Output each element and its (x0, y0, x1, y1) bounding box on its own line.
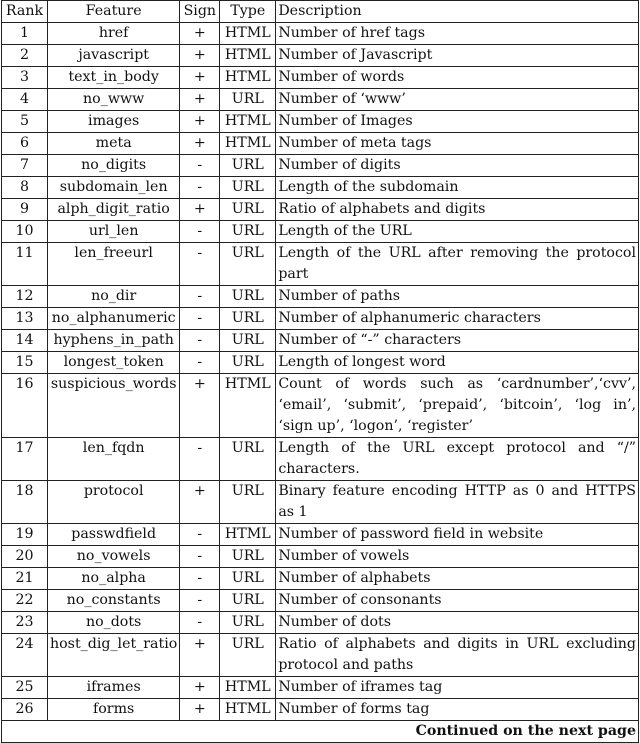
type-cell: URL (220, 243, 276, 286)
description-cell: Number of ‘www’ (276, 89, 639, 111)
feature-cell: passwdfield (48, 524, 180, 546)
rank-cell: 18 (2, 481, 48, 524)
feature-cell: longest_token (48, 352, 180, 374)
description-cell: Number of alphanumeric characters (276, 308, 639, 330)
rank-cell: 23 (2, 612, 48, 634)
sign-cell: + (180, 111, 220, 133)
sign-cell: + (180, 699, 220, 721)
sign-cell: - (180, 286, 220, 308)
type-cell: URL (220, 89, 276, 111)
rank-cell: 17 (2, 438, 48, 481)
description-cell: Ratio of alphabets and digits (276, 199, 639, 221)
description-cell: Number of Javascript (276, 45, 639, 67)
rank-cell: 20 (2, 546, 48, 568)
sign-cell: - (180, 221, 220, 243)
rank-cell: 11 (2, 243, 48, 286)
sign-cell: - (180, 308, 220, 330)
feature-cell: no_dots (48, 612, 180, 634)
type-cell: HTML (220, 111, 276, 133)
feature-cell: iframes (48, 677, 180, 699)
feature-cell: images (48, 111, 180, 133)
description-cell: Number of digits (276, 155, 639, 177)
sign-cell: - (180, 524, 220, 546)
header-sign: Sign (180, 1, 220, 23)
type-cell: URL (220, 568, 276, 590)
rank-cell: 1 (2, 23, 48, 45)
description-cell: Length of the URL after removing the protocol part (276, 243, 639, 286)
rank-cell: 24 (2, 634, 48, 677)
rank-cell: 16 (2, 374, 48, 438)
sign-cell: + (180, 45, 220, 67)
rank-cell: 25 (2, 677, 48, 699)
table-row (2, 243, 639, 286)
sign-cell: + (180, 677, 220, 699)
type-cell: URL (220, 590, 276, 612)
table-row (2, 177, 639, 199)
type-cell: URL (220, 612, 276, 634)
table-row (2, 634, 639, 677)
rank-cell: 14 (2, 330, 48, 352)
rank-cell: 7 (2, 155, 48, 177)
rank-cell: 8 (2, 177, 48, 199)
header-type: Type (220, 1, 276, 23)
sign-cell: + (180, 199, 220, 221)
type-cell: URL (220, 221, 276, 243)
rank-cell: 2 (2, 45, 48, 67)
feature-cell: no_constants (48, 590, 180, 612)
feature-cell: href (48, 23, 180, 45)
feature-cell: suspicious_words (48, 374, 180, 438)
feature-cell: len_fqdn (48, 438, 180, 481)
type-cell: URL (220, 177, 276, 199)
table-row (2, 199, 639, 221)
description-cell: Length of the URL except protocol and “/” characters. (276, 438, 639, 481)
type-cell: URL (220, 352, 276, 374)
sign-cell: - (180, 177, 220, 199)
sign-cell: - (180, 438, 220, 481)
rank-cell: 6 (2, 133, 48, 155)
type-cell: URL (220, 155, 276, 177)
feature-cell: host_dig_let_ratio (48, 634, 180, 677)
type-cell: HTML (220, 67, 276, 89)
type-cell: URL (220, 286, 276, 308)
feature-cell: hyphens_in_path (48, 330, 180, 352)
type-cell: HTML (220, 23, 276, 45)
rank-cell: 9 (2, 199, 48, 221)
description-cell: Number of href tags (276, 23, 639, 45)
description-cell: Length of the subdomain (276, 177, 639, 199)
table-row (2, 481, 639, 524)
description-cell: Binary feature encoding HTTP as 0 and HTTPS as 1 (276, 481, 639, 524)
table-row (2, 568, 639, 590)
table-row (2, 45, 639, 67)
sign-cell: - (180, 590, 220, 612)
type-cell: HTML (220, 524, 276, 546)
table-row (2, 590, 639, 612)
rank-cell: 10 (2, 221, 48, 243)
feature-cell: len_freeurl (48, 243, 180, 286)
header-row (2, 1, 639, 23)
sign-cell: - (180, 546, 220, 568)
rank-cell: 4 (2, 89, 48, 111)
table-row (2, 438, 639, 481)
table-row (2, 286, 639, 308)
table-body (2, 23, 639, 721)
rank-cell: 12 (2, 286, 48, 308)
feature-cell: no_vowels (48, 546, 180, 568)
type-cell: HTML (220, 699, 276, 721)
table-row (2, 133, 639, 155)
table-row (2, 89, 639, 111)
rank-cell: 13 (2, 308, 48, 330)
description-cell: Number of “-” characters (276, 330, 639, 352)
table-row (2, 612, 639, 634)
feature-cell: meta (48, 133, 180, 155)
sign-cell: + (180, 67, 220, 89)
type-cell: HTML (220, 133, 276, 155)
table-row (2, 330, 639, 352)
type-cell: URL (220, 481, 276, 524)
feature-ranking-table (1, 0, 639, 743)
rank-cell: 15 (2, 352, 48, 374)
feature-cell: protocol (48, 481, 180, 524)
type-cell: URL (220, 308, 276, 330)
description-cell: Number of alphabets (276, 568, 639, 590)
description-cell: Number of paths (276, 286, 639, 308)
feature-cell: javascript (48, 45, 180, 67)
type-cell: URL (220, 546, 276, 568)
feature-cell: forms (48, 699, 180, 721)
continued-note: Continued on the next page (2, 721, 639, 743)
description-cell: Number of dots (276, 612, 639, 634)
table-row (2, 221, 639, 243)
table-row (2, 352, 639, 374)
sign-cell: - (180, 568, 220, 590)
sign-cell: + (180, 89, 220, 111)
header-rank: Rank (2, 1, 48, 23)
rank-cell: 26 (2, 699, 48, 721)
feature-cell: no_alpha (48, 568, 180, 590)
feature-cell: no_digits (48, 155, 180, 177)
description-cell: Number of password field in website (276, 524, 639, 546)
table-row (2, 67, 639, 89)
rank-cell: 21 (2, 568, 48, 590)
sign-cell: + (180, 374, 220, 438)
table-row (2, 111, 639, 133)
table-row (2, 699, 639, 721)
rank-cell: 5 (2, 111, 48, 133)
sign-cell: - (180, 612, 220, 634)
table-row (2, 155, 639, 177)
sign-cell: - (180, 352, 220, 374)
description-cell: Number of vowels (276, 546, 639, 568)
rank-cell: 22 (2, 590, 48, 612)
type-cell: URL (220, 199, 276, 221)
description-cell: Length of longest word (276, 352, 639, 374)
description-cell: Length of the URL (276, 221, 639, 243)
rank-cell: 19 (2, 524, 48, 546)
feature-cell: no_dir (48, 286, 180, 308)
footer-row (2, 721, 639, 743)
feature-cell: alph_digit_ratio (48, 199, 180, 221)
description-cell: Number of consonants (276, 590, 639, 612)
table-row (2, 546, 639, 568)
feature-cell: no_www (48, 89, 180, 111)
description-cell: Count of words such as ‘cardnumber’,‘cvv’, ‘email’, ‘submit’, ‘prepaid’, ‘bitcoin’, ‘log in’, ‘sign up’, ‘logon’, ‘register’ (276, 374, 639, 438)
type-cell: URL (220, 438, 276, 481)
sign-cell: + (180, 133, 220, 155)
sign-cell: - (180, 155, 220, 177)
header-description: Description (276, 1, 639, 23)
type-cell: HTML (220, 45, 276, 67)
type-cell: HTML (220, 374, 276, 438)
description-cell: Ratio of alphabets and digits in URL excluding protocol and paths (276, 634, 639, 677)
type-cell: URL (220, 330, 276, 352)
sign-cell: + (180, 23, 220, 45)
table-row (2, 524, 639, 546)
sign-cell: - (180, 243, 220, 286)
description-cell: Number of words (276, 67, 639, 89)
description-cell: Number of meta tags (276, 133, 639, 155)
sign-cell: + (180, 481, 220, 524)
table-row (2, 308, 639, 330)
rank-cell: 3 (2, 67, 48, 89)
header-feature: Feature (48, 1, 180, 23)
description-cell: Number of forms tag (276, 699, 639, 721)
feature-cell: subdomain_len (48, 177, 180, 199)
table-row (2, 23, 639, 45)
feature-cell: url_len (48, 221, 180, 243)
table-row (2, 677, 639, 699)
feature-cell: text_in_body (48, 67, 180, 89)
description-cell: Number of Images (276, 111, 639, 133)
type-cell: URL (220, 634, 276, 677)
description-cell: Number of iframes tag (276, 677, 639, 699)
sign-cell: - (180, 330, 220, 352)
feature-cell: no_alphanumeric (48, 308, 180, 330)
table-row (2, 374, 639, 438)
type-cell: HTML (220, 677, 276, 699)
sign-cell: + (180, 634, 220, 677)
